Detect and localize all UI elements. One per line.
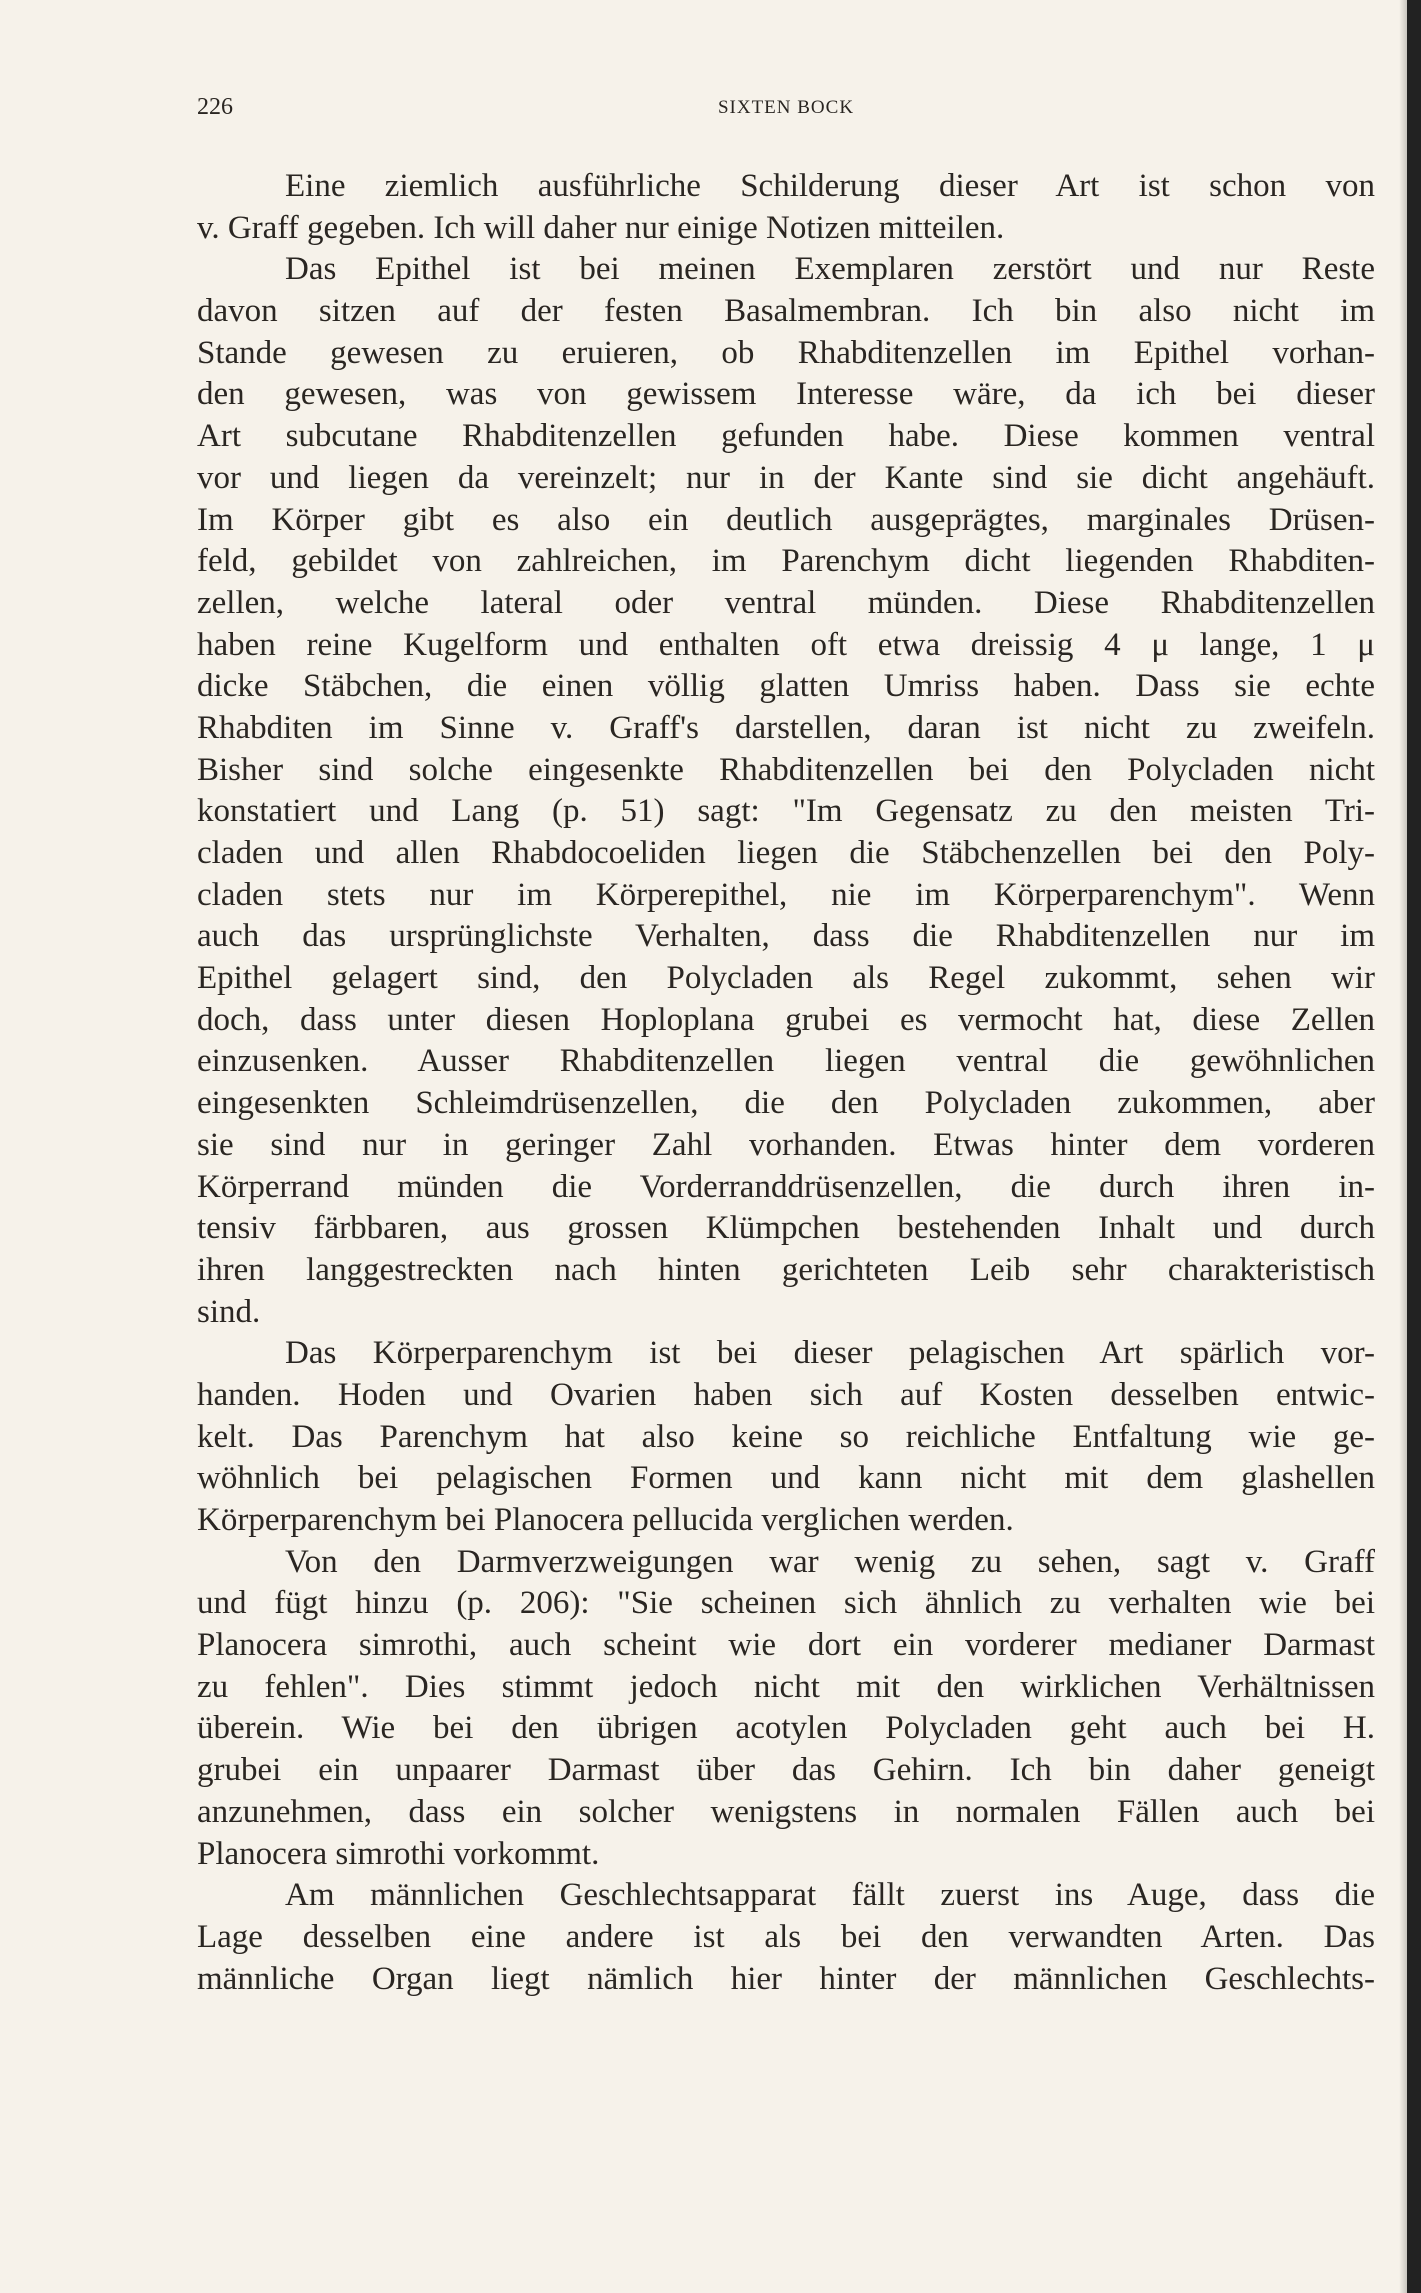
text-line: ihren langgestreckten nach hinten gerichteten Leib sehr charakteristisch (197, 1251, 1375, 1288)
text-line: claden stets nur im Körperepithel, nie im Körperparenchym". Wenn (197, 876, 1375, 913)
text-line: sind. (197, 1293, 261, 1330)
text-line: auch das ursprünglichste Verhalten, dass die Rhabditenzellen nur im (197, 918, 1375, 955)
text-line: und fügt hinzu (p. 206): "Sie scheinen sich ähnlich zu verhalten wie bei (197, 1585, 1375, 1622)
text-line: Bisher sind solche eingesenkte Rhabditenzellen bei den Polycladen nicht (197, 751, 1375, 788)
text-line: Das Körperparenchym ist bei dieser pelagischen Art spärlich vor- (285, 1335, 1375, 1372)
text-line: kelt. Das Parenchym hat also keine so reichliche Entfaltung wie ge- (197, 1418, 1375, 1455)
text-line: Im Körper gibt es also ein deutlich ausgeprägtes, marginales Drüsen- (197, 501, 1375, 538)
page-number: 226 (197, 94, 233, 120)
text-line: den gewesen, was von gewissem Interesse wäre, da ich bei dieser (197, 376, 1375, 413)
text-line: Epithel gelagert sind, den Polycladen als Regel zukommt, sehen wir (197, 960, 1375, 997)
text-line: Körperparenchym bei Planocera pellucida verglichen werden. (197, 1502, 1014, 1538)
text-line: zu fehlen". Dies stimmt jedoch nicht mit den wirklichen Verhältnissen (197, 1668, 1375, 1705)
text-line: feld, gebildet von zahlreichen, im Parenchym dicht liegenden Rhabditen- (197, 543, 1375, 580)
body-text (197, 166, 1375, 2000)
text-line: überein. Wie bei den übrigen acotylen Polycladen geht auch bei H. (197, 1710, 1375, 1747)
page-header (197, 94, 1375, 124)
text-line: Von den Darmverzweigungen war wenig zu sehen, sagt v. Graff (285, 1543, 1375, 1580)
text-line: Planocera simrothi vorkommt. (197, 1835, 600, 1872)
page-edge (1407, 0, 1421, 2293)
text-line: sie sind nur in geringer Zahl vorhanden. Etwas hinter dem vorderen (197, 1126, 1375, 1163)
text-line: männliche Organ liegt nämlich hier hinter der männlichen Geschlechts- (197, 1960, 1375, 1997)
text-line: eingesenkten Schleimdrüsenzellen, die den Polycladen zukommen, aber (197, 1085, 1375, 1122)
text-line: Art subcutane Rhabditenzellen gefunden habe. Diese kommen ventral (197, 418, 1375, 455)
text-line: einzusenken. Ausser Rhabditenzellen liegen ventral die gewöhnlichen (197, 1043, 1375, 1080)
text-line: claden und allen Rhabdocoeliden liegen die Stäbchenzellen bei den Poly- (197, 835, 1375, 871)
text-line: tensiv färbbaren, aus grossen Klümpchen bestehenden Inhalt und durch (197, 1210, 1375, 1247)
text-line: Körperrand münden die Vorderranddrüsenzellen, die durch ihren in- (197, 1168, 1375, 1205)
text-line: Am männlichen Geschlechtsapparat fällt zuerst ins Auge, dass die (285, 1877, 1375, 1914)
text-line: Stande gewesen zu eruieren, ob Rhabditenzellen im Epithel vorhan- (197, 334, 1375, 371)
text-line: zellen, welche lateral oder ventral münden. Diese Rhabditenzellen (197, 584, 1375, 621)
text-line: grubei ein unpaarer Darmast über das Gehirn. Ich bin daher geneigt (197, 1752, 1375, 1789)
text-line: Lage desselben eine andere ist als bei den verwandten Arten. Das (197, 1918, 1375, 1955)
text-line: konstatiert und Lang (p. 51) sagt: "Im Gegensatz zu den meisten Tri- (197, 793, 1375, 830)
page-edge-shadow (1399, 0, 1407, 2293)
text-line: davon sitzen auf der festen Basalmembran. Ich bin also nicht im (197, 293, 1375, 330)
text-line: Planocera simrothi, auch scheint wie dort ein vorderer medianer Darmast (197, 1627, 1375, 1664)
text-line: Rhabditen im Sinne v. Graff's darstellen, daran ist nicht zu zweifeln. (197, 709, 1375, 746)
text-line: Das Epithel ist bei meinen Exemplaren zerstört und nur Reste (285, 251, 1375, 288)
text-line: vor und liegen da vereinzelt; nur in der Kante sind sie dicht angehäuft. (197, 459, 1375, 496)
text-line: handen. Hoden und Ovarien haben sich auf Kosten desselben entwic- (197, 1376, 1375, 1413)
text-line: dicke Stäbchen, die einen völlig glatten Umriss haben. Dass sie echte (197, 668, 1375, 705)
text-line: Eine ziemlich ausführliche Schilderung dieser Art ist schon von (285, 168, 1375, 204)
text-line: anzunehmen, dass ein solcher wenigstens in normalen Fällen auch bei (197, 1793, 1375, 1830)
text-line: haben reine Kugelform und enthalten oft etwa dreissig 4 μ lange, 1 μ (197, 626, 1375, 663)
text-line: wöhnlich bei pelagischen Formen und kann nicht mit dem glashellen (197, 1460, 1375, 1497)
running-head: SIXTEN BOCK (717, 97, 855, 118)
text-line: doch, dass unter diesen Hoploplana grubei es vermocht hat, diese Zellen (197, 1001, 1375, 1038)
text-line: v. Graff gegeben. Ich will daher nur einige Notizen mitteilen. (197, 209, 1005, 246)
